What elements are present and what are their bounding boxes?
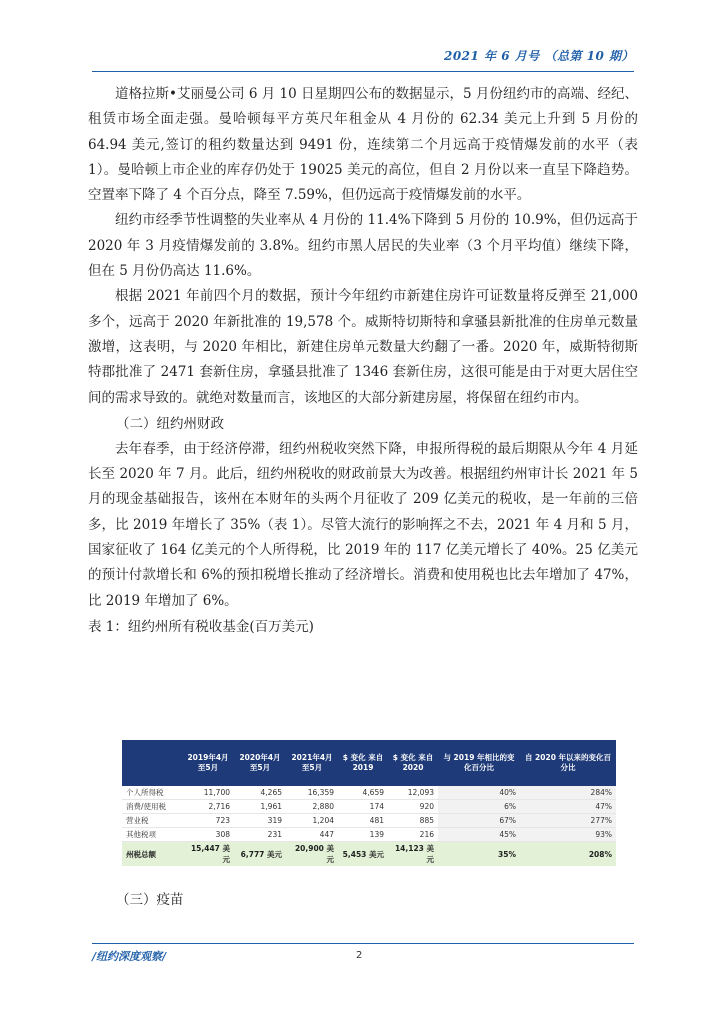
article-body [88, 82, 638, 640]
paragraph-4: 去年春季，由于经济停滞，纽约州税收突然下降，申报所得税的最后期限从今年 4 月延长至 2020 年 7 月。此后，纽约州税收的财政前景大为改善。根据纽约州审计长 2021 年 5 月的现金基础报告，该州在本财年的头两个月征收了 209 亿美元的税收，是一年前的三倍多，比 2019 年增长了 35%（表 1）。尽管大流行的影响挥之不去，2021 年 4 月和 5 月，国家征收了 164 亿美元的个人所得税，比 2019 年的 117 亿美元增长了 40%。25 亿美元的预计付款增长和 6%的预扣税增长推动了经济增长。消费和使用税也比去年增加了 47%，比 2019 年增加了 6%。 [88, 440, 638, 609]
table-caption: 表 1：纽约州所有税收基金(百万美元) [88, 618, 314, 635]
footer-rule [92, 943, 634, 944]
table-cell: 2,716 [182, 800, 234, 814]
table-cell: 139 [338, 828, 388, 842]
total-cell: 208% [520, 842, 616, 867]
table-cell: 16,359 [286, 786, 338, 800]
table-cell: 920 [388, 800, 438, 814]
issue-header: 2021 年 6 月号 （总第 10 期） [443, 49, 634, 63]
table-cell: 885 [388, 814, 438, 828]
table-cell: 4,265 [234, 786, 286, 800]
header-cell: 2021年4月至5月 [286, 740, 338, 786]
table-cell: 93% [520, 828, 616, 842]
table-cell: 1,961 [234, 800, 286, 814]
header-rule [92, 71, 634, 72]
table-cell: 6% [438, 800, 520, 814]
header-cell: $ 变化 来自 2020 [388, 740, 438, 786]
table-cell: 2,880 [286, 800, 338, 814]
table-cell: 174 [338, 800, 388, 814]
table-cell: 67% [438, 814, 520, 828]
table-cell: 284% [520, 786, 616, 800]
table-cell: 447 [286, 828, 338, 842]
row-label: 其他税项 [122, 828, 182, 842]
footer-publication: /纽约深度观察/ [92, 950, 167, 963]
row-label: 营业税 [122, 814, 182, 828]
total-cell: 15,447 美元 [182, 842, 234, 867]
table-cell: 12,093 [388, 786, 438, 800]
table-cell: 47% [520, 800, 616, 814]
table-cell: 216 [388, 828, 438, 842]
table-row [122, 786, 616, 800]
table-row [122, 800, 616, 814]
page-number: 2 [356, 950, 363, 961]
table-row [122, 828, 616, 842]
header-cell: 2020年4月至5月 [234, 740, 286, 786]
table-cell: 723 [182, 814, 234, 828]
table-cell: 481 [338, 814, 388, 828]
table-cell: 277% [520, 814, 616, 828]
header-blank [122, 740, 182, 786]
section-heading-state-finance: （二）纽约州财政 [116, 415, 224, 432]
table-cell: 319 [234, 814, 286, 828]
header-cell: $ 变化 来自 2019 [338, 740, 388, 786]
header-cell: 2019年4月至5月 [182, 740, 234, 786]
table-total-row [122, 842, 616, 867]
table-cell: 11,700 [182, 786, 234, 800]
paragraph-3: 根据 2021 年前四个月的数据，预计今年纽约市新建住房许可证数量将反弹至 21,000 多个，远高于 2020 年新批准的 19,578 个。威斯特切斯特和拿骚县新批准的住房单元数量激增，这表明，与 2020 年相比，新建住房单元数量大约翻了一番。2020 年，威斯特彻斯特郡批准了 2471 套新住房，拿骚县批准了 1346 套新住房，这很可能是由于对更大居住空间的需求导致的。就绝对数量而言，该地区的大部分新建房屋，将保留在纽约市内。 [88, 288, 638, 406]
total-cell: 5,453 美元 [338, 842, 388, 867]
paragraph-1: 道格拉斯•艾丽曼公司 6 月 10 日星期四公布的数据显示，5 月份纽约市的高端、经纪、租赁市场全面走强。曼哈顿每平方英尺年租金从 4 月份的 62.34 美元上升到 5 月份的 64.94 美元,签订的租约数量达到 9491 份，连续第二个月远高于疫情爆发前的水平（表 1）。曼哈顿上市企业的库存仍处于 19025 美元的高位，但自 2 月份以来一直呈下降趋势。空置率下降了 4 个百分点，降至 7.59%，但仍远高于疫情爆发前的水平。 [88, 86, 638, 204]
table-cell: 1,204 [286, 814, 338, 828]
header-cell: 自 2020 年以来的变化百分比 [520, 740, 616, 786]
table-cell: 231 [234, 828, 286, 842]
table-cell: 40% [438, 786, 520, 800]
row-label: 消费/使用税 [122, 800, 182, 814]
table-cell: 4,659 [338, 786, 388, 800]
section-heading-vaccine: （三）疫苗 [116, 892, 184, 908]
header-cell: 与 2019 年相比的变化百分比 [438, 740, 520, 786]
tax-table [122, 740, 616, 866]
total-cell: 14,123 美元 [388, 842, 438, 867]
total-cell: 35% [438, 842, 520, 867]
table-header-row [122, 740, 616, 786]
row-label: 个人所得税 [122, 786, 182, 800]
table-cell: 308 [182, 828, 234, 842]
total-cell: 20,900 美元 [286, 842, 338, 867]
table-row [122, 814, 616, 828]
total-label: 州税总额 [122, 842, 182, 867]
total-cell: 6,777 美元 [234, 842, 286, 867]
table-cell: 45% [438, 828, 520, 842]
paragraph-2: 纽约市经季节性调整的失业率从 4 月份的 11.4%下降到 5 月份的 10.9%，但仍远高于 2020 年 3 月疫情爆发前的 3.8%。纽约市黑人居民的失业率（3 个月平均值）继续下降，但在 5 月份仍高达 11.6%。 [88, 212, 638, 280]
